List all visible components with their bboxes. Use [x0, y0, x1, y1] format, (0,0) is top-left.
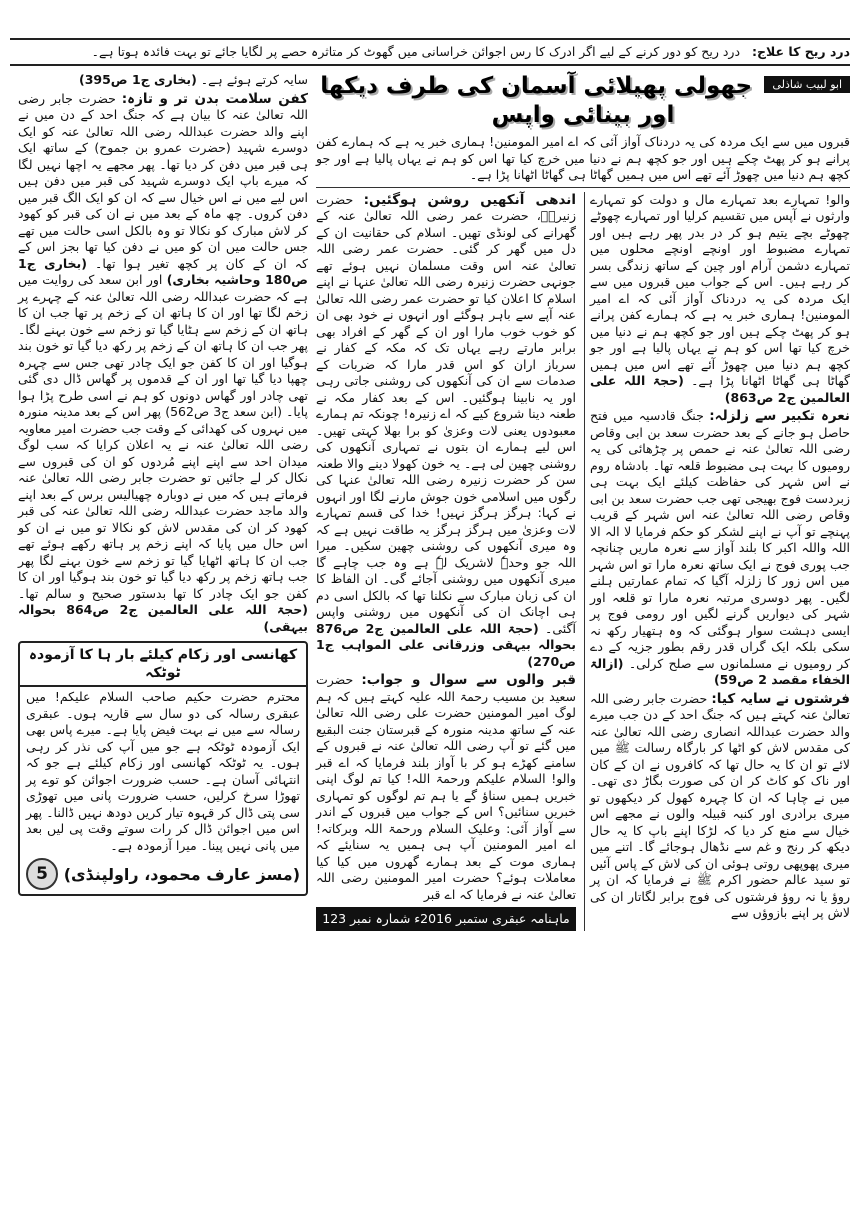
section-text: والو! تمہارے بعد تمہارے مال و دولت کو تمہارے وارثوں نے آپس میں تقسیم کرلیا اور تمہارے چھوٹے چھوٹے بچے یتیم ہو کر در بدر پھر رہے ہیں اور تمہارے مضبوط اور اونچے اونچے محلوں میں تمہارے دشمن آرام اور چین کے ساتھ زندگی بسر کر رہے ہیں۔ اس کے جواب میں قبروں میں سے ایک مردہ کی یہ دردناک آواز آئی کہ اے امیر المومنین! ہماری خبر یہ ہے کہ ہمارے کفن پرانے ہو کر پھٹ چکے ہیں اور جو کچھ ہم نے دنیا میں خرچ کیا تھا اس کو ہم نے یہاں پالیا ہے اور جو کچھ ہم دنیا میں چھوڑ آئے تھے اس میں ہمیں گھاٹا ہی گھاٹا اٹھانا پڑا ہے۔ [590, 191, 851, 388]
right-column [316, 192, 576, 932]
remedy-text: محترم حضرت حکیم صاحب السلام علیکم! میں عبقری رسالہ کی دو سال سے قاریہ ہوں۔ عبقری رسالہ سے میں نے بہت فیض پایا ہے۔ میرے پاس بھی ایک آزمودہ ٹوٹکہ ہے جو میں آپ کی نذر کر رہی ہوں۔ یہ ٹوٹکہ کھانسی اور زکام کیلئے ہے جو کہ انتہائی آسان ہے۔ حسب ضرورت اجوائن کو توے پر تھوڑا سرخ کرلیں، حسب ضرورت پانی میں تھوڑی سی پتی ڈال کر قہوہ تیار کریں دودھ نہیں ڈالنا۔ پھر اس میں اجوائن ڈال کر رات سوتے وقت پی لیں بعد میں پانی نہیں پینا۔ میرا آزمودہ ہے۔ [26, 689, 300, 853]
section-reference: (حجۃ اللہ علی العالمین ج2 ص864 بحوالہ بیہقی) [18, 602, 308, 634]
section-text: حضرت زنیرہؓ، حضرت عمر رضی اللہ تعالیٰ عنہ کے گھرانے کی لونڈی تھیں۔ اسلام کی حقانیت ان کے دل میں گھر کر گئی۔ حضرت عمر رضی اللہ تعالیٰ عنہ اس وقت مسلمان نہیں ہوئے تھے جونہی حضرت زنیرہ رضی اللہ تعالیٰ عنہا نے اپنے اسلام کا اعلان کیا تو حضرت عمر رضی اللہ تعالیٰ عنہ آپے سے باہر ہوگئے اور انہوں نے خود بھی ان کو خوب خوب مارا اور ان کے گھر کے افراد بھی برابر مارتے رہے یہاں تک کہ مکہ کے کفار نے سرباز اران کو اس قدر مارا کہ ضربات کے صدمات سے ان کی آنکھوں کی روشنی جاتی رہی اور یہ نابینا ہوگئیں۔ اس کے بعد کفار مکہ نے طعنہ دینا شروع کیے کہ اے زنیرہ! چونکہ تم ہمارے معبودوں یعنی لات وعزیٰ کو برا بھلا کہتی تھیں۔ اس لیے ہمارے ان بتوں نے تمہاری آنکھوں کی روشنی چھین لی ہے۔ یہ خون کھولا دینے والا طعنہ سن کر حضرت زنیرہ رضی اللہ تعالیٰ عنہا کی رگوں میں اسلامی خون جوش مارنے لگا اور انہوں نے کہا: ہرگز ہرگز نہیں! خدا کی قسم تمہارے لات وعزیٰ میں ہرگز ہرگز یہ طاقت نہیں ہے کہ وہ میری آنکھوں کی روشنی چھین سکیں۔ میرا اللہ جو وحدہٗ لاشریک لہٗ ہے وہ جب چاہے گا میری آنکھوں میں روشنی آجائے گی۔ ان الفاظ کا ان کی زبان مبارک سے نکلنا تھا کہ بالکل اسی دم ہی اچانک ان کی آنکھوں میں روشنی واپس آگئی۔ [316, 191, 576, 636]
section-heading: اندھی آنکھیں روشن ہوگئیں: [363, 191, 576, 208]
section-reference: (بخاری ج1 ص395) [78, 72, 197, 87]
section-shroud-intact [18, 91, 308, 636]
section-reference: (بخاری ج1 ص180 وحاشیہ بخاری) [18, 255, 308, 287]
magazine-footer: ماہنامہ عبقری ستمبر 2016ء شمارہ نمبر 123 [316, 907, 576, 931]
section-shade-continued [18, 72, 308, 89]
section-heading: فرشتوں نے سایہ کیا: [711, 690, 850, 707]
section-text: حضرت جابر رضی اللہ تعالیٰ عنہ کہتے ہیں کہ جنگ احد کے دن جب میرے والد حضرت عبداللہ انصاری رضی اللہ تعالیٰ عنہ کی مقدس لاش کو اٹھا کر بارگاہ رسالت ﷺ میں لائے تو ان کا یہ حال تھا کہ کافروں نے ان کے کان اور ناک کو کاٹ کر ان کی صورت بگاڑ دی تھی۔ میں نے چاہا کہ ان کا چہرہ کھول کر دیکھوں تو میری برادری اور کنبہ قبیلہ والوں نے مجھے اس خیال سے منع کر دیا کہ لڑکا اپنے باپ کا یہ حال دیکھ کر رنج و غم سے نڈھال ہوجائے گا۔ اتنے میں میری پھوپھی روتی ہوئی ان کی لاش کے پاس آئیں تو سید عالم حضور اکرم ﷺ نے فرمایا کہ ان پر روؤ یا نہ روؤ فرشتوں کی فوج برابر لگاتار ان کی لاش پر اپنے بازوؤں سے [590, 690, 850, 920]
section-heading: کفن سلامت بدن تر و تازہ: [121, 90, 308, 107]
section-grave-dialogue [316, 672, 576, 903]
top-tip-label: درد ریح کا علاج: [752, 44, 850, 59]
section-angels-shade [590, 691, 850, 922]
top-tip-text: درد ریح کو دور کرنے کے لیے اگر ادرک کا رس اجوائن خراسانی میں گھوٹ کر متاثرہ حصے پر لگایا جائے تو بہت فائدہ ہوتا ہے۔ [91, 44, 741, 59]
page-number: 5 [26, 858, 58, 890]
section-text: جنگ قادسیہ میں فتح حاصل ہو جانے کے بعد حضرت سعد بن ابی وقاص رضی اللہ تعالیٰ عنہ نے حمص پر چڑھائی کی یہ رومیوں کا بہت ہی مضبوط قلعہ تھا۔ بادشاہ روم نے اس شہر کی حفاظت کیلئے ایک بہت ہی زبردست فوج بھیجی تھی جب حضرت سعد بن ابی وقاص رضی اللہ تعالیٰ عنہ اس شہر کے قریب پہنچے تو آپ نے اپنے لشکر کو حکم فرمایا لا الہ الا اللہ واللہ اکبر کا بلند آواز سے نعرہ ماریں چنانچہ جب پوری فوج نے ایک ساتھ نعرہ مارا تو اس شہر میں اس زور کا زلزلہ آگیا کہ تمام عمارتیں ہلنے لگیں۔ پھر دوسری مرتبہ نعرہ مارا تو قلعہ اور شہر کی دیواریں گرنے لگیں اور رومی فوج پر ایسی دہشت سوار ہوگئی کہ وہ ہتھیار رکھ نہ سکی بلکہ ایک گراں قدر رقم بطور جزیہ کے دے کر رومیوں نے مسلمانوں سے صلح کرلی۔ [590, 408, 850, 671]
remedy-box [18, 641, 308, 896]
left-column [18, 72, 308, 896]
section-text: حضرت جابر رضی اللہ تعالیٰ عنہ کا بیان ہے کہ جنگ احد کے دن میں نے اپنے والد حضرت عبداللہ رضی اللہ تعالیٰ عنہ کو ایک دوسرے شہید (حضرت عمرو بن جموح) کے ساتھ ایک ہی قبر میں دفن کر دیا تھا۔ پھر مجھے یہ اچھا نہیں لگا کہ میرے باپ ایک دوسرے شہید کی قبر میں دفن ہیں اس لیے میں نے اس خیال سے کہ ان کو ایک الگ قبر میں دفن کروں۔ چھ ماہ کے بعد میں نے ان کی قبر کو کھود کر لاش مبارک کو نکالا تو وہ بالکل اسی حالت میں تھے جس حالت میں ان کو میں نے دفن کیا تھا بجز اس کے کہ ان کے کان پر کچھ تغیر ہوا تھا۔ [18, 90, 309, 271]
section-continued [590, 192, 850, 407]
section-text: حضرت سعید بن مسیب رحمۃ اللہ علیہ کہتے ہیں کہ ہم لوگ امیر المومنین حضرت علی رضی اللہ تعالیٰ عنہ کے ساتھ مدینہ منورہ کے قبرستان جنت البقیع میں گئے تو آپ رضی اللہ تعالیٰ عنہ نے قبروں کے سامنے کھڑے ہو کر با آواز بلند فرمایا کہ اے قبر والو! السلام علیکم ورحمۃ اللہ! کیا تم لوگ اپنی خبریں ہمیں سناؤ گے یا ہم تم لوگوں کو تمہاری خبریں سنائیں؟ اس کے جواب میں قبروں کے اندر سے آواز آئی: وعلیک السلام ورحمۃ اللہ وبرکاتہ! اے امیر المومنین آپ ہی ہمیں یہ سنایئے کہ ہماری موت کے بعد ہمارے گھروں میں کیا کیا معاملات ہوئے؟ حضرت امیر المومنین رضی اللہ تعالیٰ عنہ نے فرمایا کہ اے قبر [316, 672, 576, 902]
section-reference: (حجۃ اللہ علی العالمین ج2 ص863) [590, 373, 850, 405]
top-tip-bar [10, 38, 850, 66]
section-reference: (حجۃ اللہ علی العالمین ج2 ص876 بحوالہ بیہقی وزرقانی علی المواہب ج1 ص270) [316, 620, 576, 669]
article-intro: قبروں میں سے ایک مردہ کی یہ دردناک آواز آئی کہ اے امیر المومنین! ہماری خبر یہ ہے کہ ہمارے کفن پرانے ہو کر پھٹ چکے ہیں اور جو کچھ ہم نے دنیا میں خرچ کیا تھا اس کو ہم نے یہاں پالیا ہے اور جو کچھ ہم دنیا میں چھوڑ آئے تھے اس میں ہمیں گھاٹا ہی گھاٹا اٹھانا پڑا ہے۔ [316, 134, 850, 188]
section-heading: نعرہ تکبیر سے زلزلہ: [709, 408, 850, 424]
section-blind-eyes [316, 192, 576, 671]
article-columns [316, 192, 850, 932]
section-text: سایہ کرتے ہوئے ہے۔ [200, 72, 308, 87]
remedy-footer [20, 856, 306, 894]
main-article [316, 72, 850, 931]
remedy-signature: (مسز عارف محمود، راولپنڈی) [63, 864, 300, 884]
section-reference: (ازالۃ الخفاء مقصد 2 ص59) [590, 655, 850, 687]
remedy-body [20, 687, 306, 856]
section-text: اور ابن سعد کی روایت میں ہے کہ حضرت عبداللہ رضی اللہ تعالیٰ عنہ کے چہرے پر زخم لگا تھا اور ان کا ہاتھ ان کے زخم پر تھا جب ان کا ہاتھ ان کے زخم سے ہٹایا گیا تو زخم سے خون بہنے لگا۔ پھر جب ان کا ہاتھ ان کے زخم پر رکھ دیا گیا تو خون بند ہوگیا اور ان کا کفن جو ایک چادر تھی جس سے چہرہ چھپا دیا گیا تھا اور ان کے قدموں پر گھاس ڈال دی گئی تھی چادر اور گھاس دونوں کو ہم نے اسی طرح پڑا ہوا پایا۔ (ابن سعد ج3 ص562) پھر اس کے بعد مدینہ منورہ میں نہروں کی کھدائی کے وقت جب حضرت امیر معاویہ رضی اللہ تعالیٰ عنہ نے یہ اعلان کرایا کہ سب لوگ میدان احد سے اپنے اپنے مُردوں کو ان کی قبروں سے نکال کر لے جائیں تو حضرت جابر رضی اللہ تعالیٰ عنہ فرماتے ہیں کہ میں نے دوبارہ چھیالیس برس کے بعد اپنے والد ماجد حضرت عبداللہ رضی اللہ تعالیٰ عنہ کی قبر کھود کر ان کی مقدس لاش کو نکالا تو میں نے ان کو اس حال میں پایا کہ اپنے زخم پر ہاتھ رکھے ہوئے تھے جب ان کا ہاتھ اٹھایا گیا تو زخم سے خون بہنے لگا پھر جب ہاتھ زخم پر رکھ دیا گیا تو خون بند ہوگیا اور ان کا کفن جو ایک چادر کا تھا بدستور صحیح و سالم تھا۔ [18, 272, 308, 601]
author-byline: ابو لبیب شاذلی [764, 76, 850, 93]
section-takbeer-earthquake [590, 408, 850, 689]
article-headline: جھولی پھیلائی آسمان کی طرف دیکھا اور بینائی واپس [320, 73, 753, 128]
middle-column [584, 192, 850, 932]
section-heading: قبر والوں سے سوال و جواب: [361, 672, 576, 688]
remedy-title: کھانسی اور زکام کیلئے بار ہا کا آزمودہ ٹوٹکہ [20, 643, 306, 687]
